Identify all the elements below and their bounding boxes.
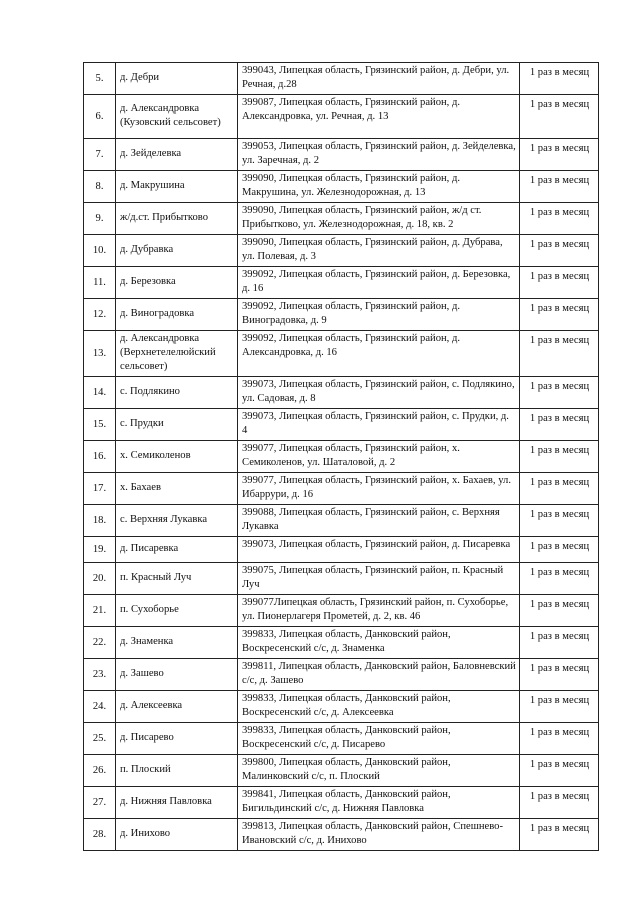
table-row [84, 203, 599, 235]
settlement-name: д. Александровка (Кузовский сельсовет) [116, 95, 238, 139]
visit-frequency: 1 раз в месяц [520, 95, 599, 139]
visit-frequency: 1 раз в месяц [520, 331, 599, 377]
table-row [84, 755, 599, 787]
settlement-name: х. Семиколенов [116, 441, 238, 473]
table-row [84, 505, 599, 537]
visit-frequency: 1 раз в месяц [520, 755, 599, 787]
row-number: 11. [84, 267, 116, 299]
settlement-address: 399088, Липецкая область, Грязинский район, с. Верхняя Лукавка [238, 505, 520, 537]
table-row [84, 819, 599, 851]
settlement-address: 399090, Липецкая область, Грязинский район, ж/д ст. Прибытково, ул. Железнодорожная, д. 18, кв. 2 [238, 203, 520, 235]
row-number: 20. [84, 563, 116, 595]
row-number: 17. [84, 473, 116, 505]
table-row [84, 723, 599, 755]
row-number: 25. [84, 723, 116, 755]
table-row [84, 537, 599, 563]
row-number: 14. [84, 377, 116, 409]
settlement-name: с. Прудки [116, 409, 238, 441]
settlement-address: 399073, Липецкая область, Грязинский район, д. Писаревка [238, 537, 520, 563]
table-row [84, 563, 599, 595]
row-number: 27. [84, 787, 116, 819]
settlement-name: д. Александровка (Верхнетелелюйский сельсовет) [116, 331, 238, 377]
settlement-address: 399833, Липецкая область, Данковский район, Воскресенский с/с, д. Алексеевка [238, 691, 520, 723]
settlement-name: с. Подлякино [116, 377, 238, 409]
settlements-table [83, 62, 599, 851]
table-row [84, 235, 599, 267]
row-number: 6. [84, 95, 116, 139]
table-row [84, 595, 599, 627]
table-row [84, 299, 599, 331]
visit-frequency: 1 раз в месяц [520, 139, 599, 171]
visit-frequency: 1 раз в месяц [520, 203, 599, 235]
row-number: 7. [84, 139, 116, 171]
settlement-name: д. Писаревка [116, 537, 238, 563]
settlement-address: 399092, Липецкая область, Грязинский район, д. Березовка, д. 16 [238, 267, 520, 299]
table-row [84, 659, 599, 691]
settlement-name: д. Зашево [116, 659, 238, 691]
table-row [84, 441, 599, 473]
visit-frequency: 1 раз в месяц [520, 595, 599, 627]
table-row [84, 473, 599, 505]
settlement-name: д. Алексеевка [116, 691, 238, 723]
settlement-address: 399090, Липецкая область, Грязинский район, д. Дубрава, ул. Полевая, д. 3 [238, 235, 520, 267]
settlement-name: ж/д.ст. Прибытково [116, 203, 238, 235]
settlement-name: п. Плоский [116, 755, 238, 787]
visit-frequency: 1 раз в месяц [520, 235, 599, 267]
settlement-address: 399811, Липецкая область, Данковский район, Баловневский с/с, д. Зашево [238, 659, 520, 691]
settlement-name: д. Нижняя Павловка [116, 787, 238, 819]
table-row [84, 691, 599, 723]
table-row [84, 267, 599, 299]
visit-frequency: 1 раз в месяц [520, 627, 599, 659]
settlement-name: с. Верхняя Лукавка [116, 505, 238, 537]
table-row [84, 377, 599, 409]
settlement-name: д. Писарево [116, 723, 238, 755]
row-number: 21. [84, 595, 116, 627]
visit-frequency: 1 раз в месяц [520, 723, 599, 755]
settlement-name: д. Знаменка [116, 627, 238, 659]
row-number: 9. [84, 203, 116, 235]
row-number: 8. [84, 171, 116, 203]
settlement-address: 399043, Липецкая область, Грязинский район, д. Дебри, ул. Речная, д.28 [238, 63, 520, 95]
row-number: 19. [84, 537, 116, 563]
settlement-address: 399073, Липецкая область, Грязинский район, с. Прудки, д. 4 [238, 409, 520, 441]
settlement-address: 399087, Липецкая область, Грязинский район, д. Александровка, ул. Речная, д. 13 [238, 95, 520, 139]
visit-frequency: 1 раз в месяц [520, 819, 599, 851]
visit-frequency: 1 раз в месяц [520, 691, 599, 723]
row-number: 22. [84, 627, 116, 659]
visit-frequency: 1 раз в месяц [520, 563, 599, 595]
settlement-name: п. Красный Луч [116, 563, 238, 595]
table-row [84, 95, 599, 139]
table-row [84, 331, 599, 377]
row-number: 18. [84, 505, 116, 537]
settlement-name: д. Виноградовка [116, 299, 238, 331]
table-row [84, 627, 599, 659]
row-number: 26. [84, 755, 116, 787]
settlement-address: 399073, Липецкая область, Грязинский район, с. Подлякино, ул. Садовая, д. 8 [238, 377, 520, 409]
settlement-address: 399813, Липецкая область, Данковский район, Спешнево-Ивановский с/с, д. Инихово [238, 819, 520, 851]
settlement-address: 399833, Липецкая область, Данковский район, Воскресенский с/с, д. Знаменка [238, 627, 520, 659]
table-row [84, 409, 599, 441]
settlement-address: 399077Липецкая область, Грязинский район, п. Сухоборье, ул. Пионерлагеря Прометей, д. 2, кв. 46 [238, 595, 520, 627]
visit-frequency: 1 раз в месяц [520, 441, 599, 473]
row-number: 24. [84, 691, 116, 723]
table-body [84, 63, 599, 851]
visit-frequency: 1 раз в месяц [520, 787, 599, 819]
row-number: 10. [84, 235, 116, 267]
visit-frequency: 1 раз в месяц [520, 267, 599, 299]
table-row [84, 787, 599, 819]
document-page [83, 62, 599, 851]
visit-frequency: 1 раз в месяц [520, 171, 599, 203]
table-row [84, 139, 599, 171]
visit-frequency: 1 раз в месяц [520, 473, 599, 505]
table-row [84, 171, 599, 203]
row-number: 23. [84, 659, 116, 691]
settlement-name: д. Инихово [116, 819, 238, 851]
table-row [84, 63, 599, 95]
settlement-address: 399090, Липецкая область, Грязинский район, д. Макрушина, ул. Железнодорожная, д. 13 [238, 171, 520, 203]
settlement-name: д. Березовка [116, 267, 238, 299]
settlement-address: 399092, Липецкая область, Грязинский район, д. Виноградовка, д. 9 [238, 299, 520, 331]
settlement-name: д. Дебри [116, 63, 238, 95]
visit-frequency: 1 раз в месяц [520, 537, 599, 563]
settlement-address: 399833, Липецкая область, Данковский район, Воскресенский с/с, д. Писарево [238, 723, 520, 755]
settlement-name: д. Зейделевка [116, 139, 238, 171]
row-number: 28. [84, 819, 116, 851]
row-number: 15. [84, 409, 116, 441]
visit-frequency: 1 раз в месяц [520, 659, 599, 691]
row-number: 5. [84, 63, 116, 95]
settlement-address: 399077, Липецкая область, Грязинский район, х. Бахаев, ул. Ибаррури, д. 16 [238, 473, 520, 505]
visit-frequency: 1 раз в месяц [520, 377, 599, 409]
row-number: 13. [84, 331, 116, 377]
row-number: 16. [84, 441, 116, 473]
settlement-address: 399053, Липецкая область, Грязинский район, д. Зейделевка, ул. Заречная, д. 2 [238, 139, 520, 171]
settlement-address: 399077, Липецкая область, Грязинский район, х. Семиколенов, ул. Шаталовой, д. 2 [238, 441, 520, 473]
visit-frequency: 1 раз в месяц [520, 63, 599, 95]
settlement-name: д. Дубравка [116, 235, 238, 267]
settlement-address: 399841, Липецкая область, Данковский район, Бигильдинский с/с, д. Нижняя Павловка [238, 787, 520, 819]
visit-frequency: 1 раз в месяц [520, 409, 599, 441]
settlement-address: 399800, Липецкая область, Данковский район, Малинковский с/с, п. Плоский [238, 755, 520, 787]
row-number: 12. [84, 299, 116, 331]
settlement-name: х. Бахаев [116, 473, 238, 505]
settlement-address: 399075, Липецкая область, Грязинский район, п. Красный Луч [238, 563, 520, 595]
settlement-name: д. Макрушина [116, 171, 238, 203]
visit-frequency: 1 раз в месяц [520, 299, 599, 331]
settlement-name: п. Сухоборье [116, 595, 238, 627]
settlement-address: 399092, Липецкая область, Грязинский район, д. Александровка, д. 16 [238, 331, 520, 377]
visit-frequency: 1 раз в месяц [520, 505, 599, 537]
